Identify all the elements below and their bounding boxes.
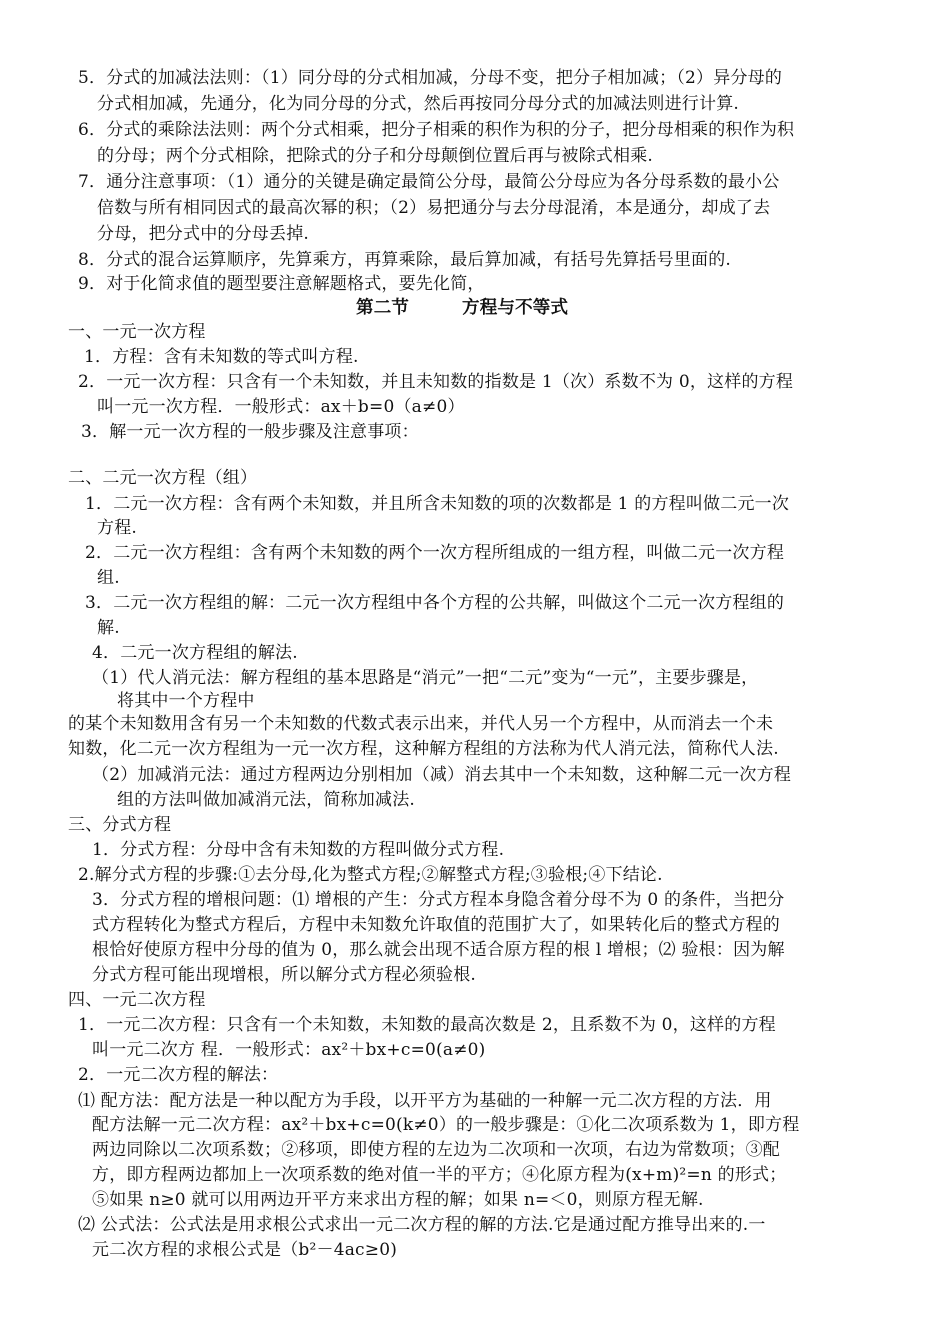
text-line: 配方法解一元二次方程：ax²＋bx+c=0(k≠0）的一般步骤是：①化二次项系数为 1，即方程 [92,1115,800,1135]
text-line: 1．二元一次方程：含有两个未知数，并且所含未知数的项的次数都是 1 的方程叫做二元一次 [85,494,790,514]
text-line: 2.解分式方程的步骤:①去分母,化为整式方程;②解整式方程;③验根;④下结论. [78,865,663,885]
text-line: 知数，化二元一次方程组为一元一次方程，这种解方程组的方法称为代人消元法，简称代人法. [68,739,779,759]
text-line: 叫一元一次方程．一般形式：ax＋b=0（a≠0） [97,397,465,417]
text-line: 分式方程可能出现增根，所以解分式方程必须验根. [92,965,477,985]
text-line: 根恰好使原方程中分母的值为 0，那么就会出现不适合原方程的根 l 增根；⑵ 验根：因为解 [92,940,785,960]
text-line: 的某个未知数用含有另一个未知数的代数式表示出来，并代人另一个方程中，从而消去一个未 [68,714,774,734]
text-line: 组. [97,568,120,588]
text-line: 分母，把分式中的分母丢掉. [97,224,310,244]
section-number: 第二节 [356,298,410,318]
text-line: 1．分式方程：分母中含有未知数的方程叫做分式方程. [92,840,505,860]
heading-2: 二、二元一次方程（组） [68,468,258,488]
text-line: 方，即方程两边都加上一次项系数的绝对值一半的平方；④化原方程为(x+m)²=n 的形式； [92,1165,787,1185]
text-line: 3．解一元一次方程的一般步骤及注意事项： [81,422,419,442]
text-line: 3．分式方程的增根问题：⑴ 增根的产生：分式方程本身隐含着分母不为 0 的条件，当把分 [92,890,785,910]
text-line: 分式相加减，先通分，化为同分母的分式，然后再按同分母分式的加减法则进行计算. [97,94,740,114]
text-line: 2．一元二次方程的解法： [78,1065,279,1085]
text-line: 元二次方程的求根公式是（b²－4ac≥0) [92,1240,398,1260]
text-line: 8．分式的混合运算顺序，先算乘方，再算乘除，最后算加减，有括号先算括号里面的. [78,250,732,270]
text-line: （2）加减消元法：通过方程两边分别相加（减）消去其中一个未知数，这种解二元一次方程 [92,765,792,785]
text-line: 1．方程：含有未知数的等式叫方程. [84,347,359,367]
text-line: 4．二元一次方程组的解法. [92,643,298,663]
text-line: 7．通分注意事项：（1）通分的关键是确定最简公分母，最简公分母应为各分母系数的最小公 [78,172,780,192]
text-line: 两边同除以二次项系数；②移项，即使方程的左边为二次项和一次项，右边为常数项；③配 [92,1140,780,1160]
text-line: 5．分式的加减法法则：（1）同分母的分式相加减，分母不变，把分子相加减；（2）异分母的 [78,68,783,88]
text-line: ⑤如果 n≥0 就可以用两边开平方来求出方程的解；如果 n=＜0，则原方程无解. [92,1190,704,1210]
text-line: 6．分式的乘除法法则：两个分式相乘，把分子相乘的积作为积的分子，把分母相乘的积作为积 [78,120,795,140]
text-line: 2．一元一次方程：只含有一个未知数，并且未知数的指数是 1（次）系数不为 0，这样的方程 [78,372,794,392]
text-line: 9．对于化简求值的题型要注意解题格式，要先化简， [78,274,485,294]
text-line: 将其中一个方程中 [117,691,255,711]
heading-3: 三、分式方程 [68,815,172,835]
section-title: 方程与不等式 [462,298,569,318]
heading-1: 一、一元一次方程 [68,322,206,342]
text-line: 的分母；两个分式相除，把除式的分子和分母颠倒位置后再与被除式相乘. [97,146,654,166]
text-line: ⑵ 公式法：公式法是用求根公式求出一元二次方程的解的方法.它是通过配方推导出来的.一 [78,1215,766,1235]
text-line: ⑴ 配方法：配方法是一种以配方为手段，以开平方为基础的一种解一元二次方程的方法．用 [78,1091,772,1111]
text-line: 方程. [97,518,138,538]
heading-4: 四、一元二次方程 [68,990,206,1010]
text-line: 式方程转化为整式方程后，方程中未知数允许取值的范围扩大了，如果转化后的整式方程的 [92,915,780,935]
text-line: 倍数与所有相同因式的最高次幂的积；（2）易把通分与去分母混淆，本是通分，却成了去 [97,198,771,218]
text-line: 叫一元二次方 程．一般形式：ax²＋bx+c=0(a≠0) [92,1040,486,1060]
text-line: 3．二元一次方程组的解：二元一次方程组中各个方程的公共解，叫做这个二元一次方程组的 [85,593,785,613]
text-line: 组的方法叫做加减消元法，简称加减法. [117,790,416,810]
text-line: 2．二元一次方程组：含有两个未知数的两个一次方程所组成的一组方程，叫做二元一次方程 [85,543,785,563]
text-line: 解. [97,618,120,638]
text-line: 1．一元二次方程：只含有一个未知数，未知数的最高次数是 2，且系数不为 0，这样的方程 [78,1015,776,1035]
text-line: （1）代人消元法：解方程组的基本思路是“消元”一把“二元”变为“一元”，主要步骤是， [92,668,759,688]
